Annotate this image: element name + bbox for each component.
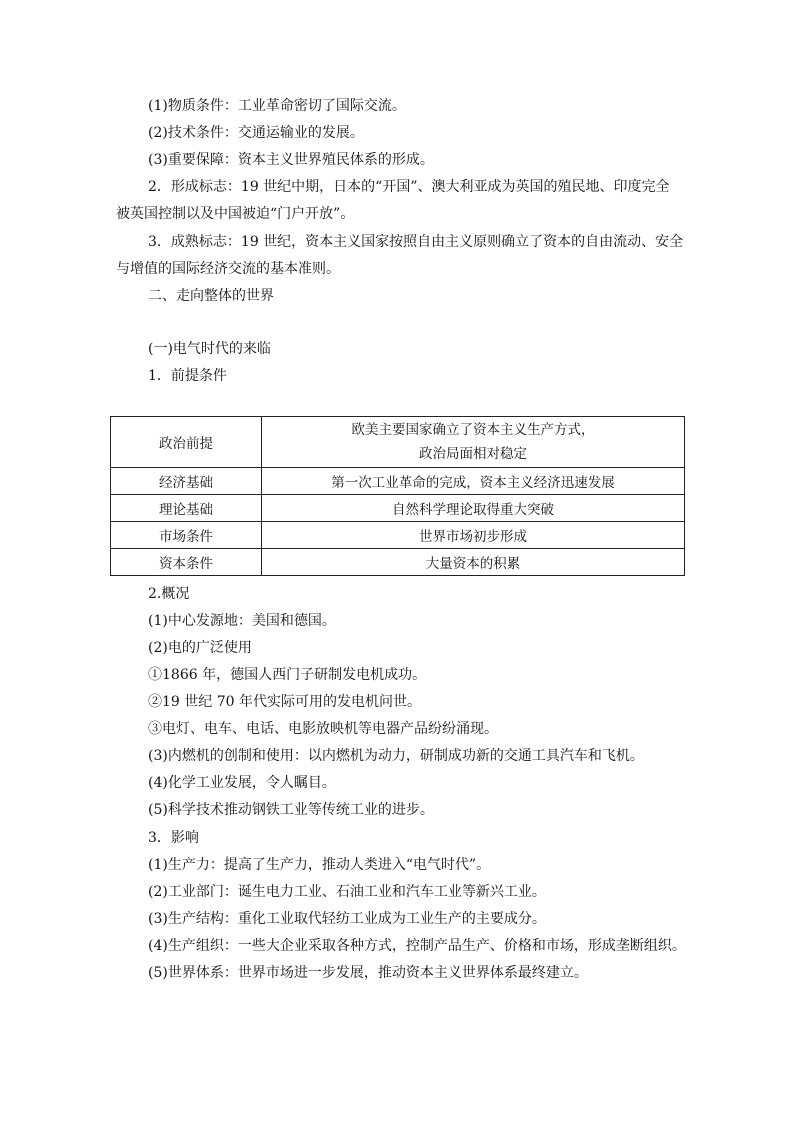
text-line: (3)内燃机的创制和使用：以内燃机为动力，研制成功新的交通工具汽车和飞机。 [148, 748, 644, 764]
text-line: (5)科学技术推动钢铁工业等传统工业的进步。 [148, 802, 434, 818]
table-row [111, 549, 685, 576]
text-line: (1)生产力：提高了生产力，推动人类进入“电气时代”。 [148, 857, 491, 873]
table-cell-key: 政治前提 [111, 417, 262, 468]
table-cell-key: 理论基础 [111, 495, 262, 522]
table-row [111, 495, 685, 522]
subsection-heading: (一)电气时代的来临 [148, 341, 271, 357]
text-line: 被英国控制以及中国被迫“门户开放”。 [116, 206, 355, 222]
text-line: (2)工业部门：诞生电力工业、石油工业和汽车工业等新兴工业。 [148, 884, 546, 900]
text-line: (4)化学工业发展，令人瞩目。 [148, 775, 336, 791]
text-line: ③电灯、电车、电话、电影放映机等电器产品纷纷涌现。 [148, 721, 498, 737]
text-line: (3)生产结构：重化工业取代轻纺工业成为工业生产的主要成分。 [148, 911, 546, 927]
table-row [111, 417, 685, 468]
section-heading: 二、走向整体的世界 [148, 288, 274, 304]
text-line: (2)技术条件：交通运输业的发展。 [148, 125, 364, 141]
table-cell-value [262, 417, 685, 468]
text-line: (3)重要保障：资本主义世界殖民体系的形成。 [148, 152, 434, 168]
table-cell-value: 世界市场初步形成 [262, 522, 685, 549]
text-line: (1)中心发源地：美国和德国。 [148, 613, 336, 629]
table-cell-value: 第一次工业革命的完成，资本主义经济迅速发展 [262, 468, 685, 495]
table-cell-value: 大量资本的积累 [262, 549, 685, 576]
text-line: ②19 世纪 70 年代实际可用的发电机问世。 [148, 694, 421, 710]
table-cell-key: 经济基础 [111, 468, 262, 495]
text-line: (4)生产组织：一些大企业采取各种方式，控制产品生产、价格和市场，形成垄断组织。 [148, 938, 686, 954]
text-line: 3．成熟标志：19 世纪，资本主义国家按照自由主义原则确立了资本的自由流动、安全 [148, 234, 684, 250]
table-cell-key: 市场条件 [111, 522, 262, 549]
text-line: 2．形成标志：19 世纪中期，日本的“开国”、澳大利亚成为英国的殖民地、印度完全 [148, 179, 670, 195]
text-line: ①1866 年，德国人西门子研制发电机成功。 [148, 667, 427, 683]
subsection-heading: 2.概况 [148, 586, 190, 602]
subsection-heading: 1．前提条件 [148, 368, 227, 384]
text-line: (2)电的广泛使用 [148, 640, 252, 656]
text-line: 与增值的国际经济交流的基本准则。 [116, 261, 340, 277]
text-line: (5)世界体系：世界市场进一步发展，推动资本主义世界体系最终建立。 [148, 965, 588, 981]
table-cell-value: 自然科学理论取得重大突破 [262, 495, 685, 522]
table-cell-value-line: 政治局面相对稳定 [419, 446, 527, 462]
table-row [111, 468, 685, 495]
subsection-heading: 3．影响 [148, 830, 199, 846]
text-line: (1)物质条件：工业革命密切了国际交流。 [148, 98, 406, 114]
table-row [111, 522, 685, 549]
table-cell-key: 资本条件 [111, 549, 262, 576]
table-cell-value-line: 欧美主要国家确立了资本主义生产方式， [351, 422, 595, 438]
conditions-table [110, 416, 685, 576]
